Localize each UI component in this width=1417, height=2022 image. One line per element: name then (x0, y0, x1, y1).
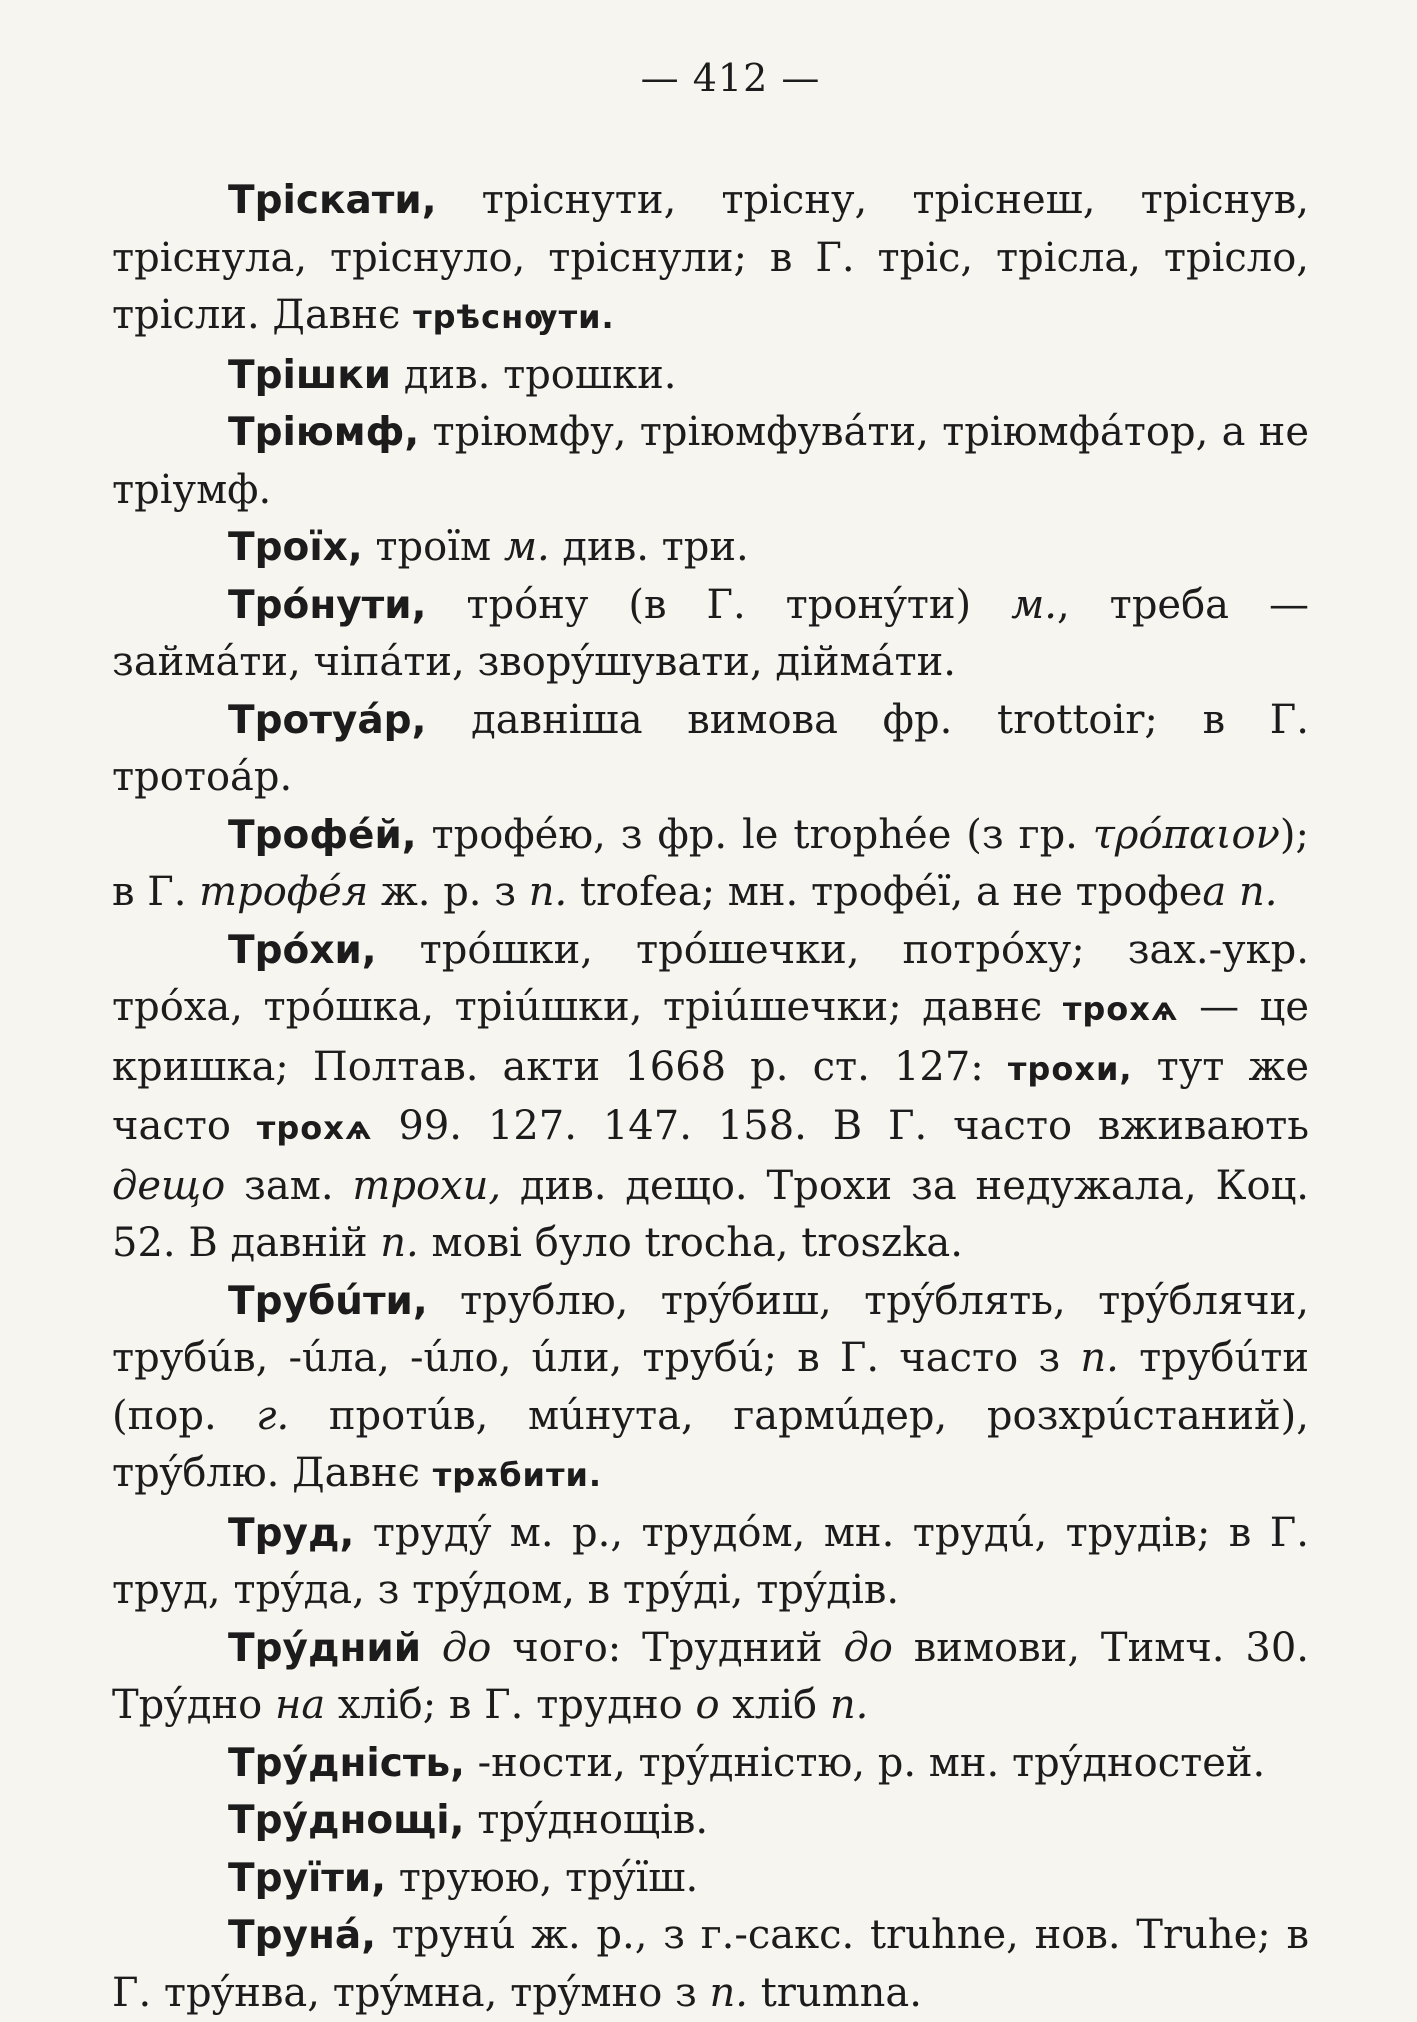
entry-headword: Трýдний (228, 1625, 422, 1671)
entry-text: ); в Г. (112, 811, 1309, 915)
italic-abbreviation: п. (1080, 1335, 1119, 1381)
dictionary-entry (112, 807, 1309, 922)
entry-text: давніша вимова фр. trottoir; в Г. тротоáр. (112, 696, 1309, 800)
entry-text: див. три. (549, 524, 749, 570)
italic-abbreviation: о (695, 1682, 720, 1728)
entry-text: протúв, мúнута, гармúдер, розхрúстаний), трýблю. Давнє (112, 1392, 1309, 1496)
dictionary-entry (112, 1850, 1309, 1908)
italic-abbreviation: до (843, 1624, 893, 1671)
entry-text: хліб (719, 1682, 830, 1728)
entry-headword: Трофéй, (228, 812, 417, 858)
entry-text: мові було trocha, troszka. (418, 1220, 963, 1266)
entry-headword: Тріюмф, (228, 410, 420, 455)
entry-text: див. трошки. (391, 351, 677, 398)
italic-abbreviation: трофéя (199, 869, 369, 915)
entry-headword: Тротуáр, (228, 697, 427, 743)
dictionary-entry (112, 1735, 1309, 1793)
entry-text: троїм (362, 524, 504, 570)
entry-text: трубúти (пор. (112, 1335, 1310, 1439)
italic-abbreviation: г. (256, 1392, 290, 1439)
entry-text: тріснути, трісну, тріснеш, тріснув, тріснула, тріснуло, тріснули; в Г. тріс, трісла, трісло, трісли. Давнє (112, 177, 1309, 338)
entry-text (421, 1625, 442, 1671)
italic-abbreviation: м. (503, 524, 550, 570)
entry-headword: Трýдність, (228, 1740, 465, 1786)
entry-text: — це кришка; Полтав. акти 1668 р. ст. 127: (112, 984, 1309, 1090)
entry-text: трудý м. р., трудóм, мн. трудú, трудів; в Г. труд, трýда, з трýдом, в трýді, трýдів. (112, 1509, 1309, 1613)
entry-text: трóну (в Г. тронýти) (426, 581, 1012, 628)
old-form: трохи, (1007, 1049, 1133, 1088)
entry-text: тріюмфу, тріюмфувáти, тріюмфáтор, а не тріумф. (112, 409, 1309, 513)
dictionary-entry (112, 1505, 1309, 1620)
entry-text: трофéю, з фр. le trophée (з гр. (416, 811, 1093, 858)
dictionary-entry (112, 1620, 1309, 1735)
dictionary-entry (112, 692, 1309, 807)
old-form: трѣснѹти. (413, 298, 615, 336)
page-number: — 412 — (640, 56, 821, 100)
entry-text: зам. (225, 1162, 353, 1209)
dictionary-entry (112, 577, 1309, 692)
italic-abbreviation: п. (709, 1969, 749, 2016)
entry-text: ж. р. з (368, 869, 529, 915)
entry-headword: Трóнути, (228, 582, 427, 628)
italic-abbreviation: на (274, 1682, 326, 1728)
entry-headword: Труїти, (228, 1855, 387, 1901)
entries-list (112, 172, 1309, 2022)
entry-headword: Трубúти, (228, 1278, 428, 1324)
italic-abbreviation: трохи, (352, 1162, 502, 1209)
entry-text: див. дещо. Трохи за недужала, Коц. 52. В давній (112, 1162, 1310, 1266)
entry-text: трýднощів. (464, 1797, 709, 1843)
italic-abbreviation: τρόπαιον (1092, 811, 1280, 858)
old-form: трохѧ (256, 1109, 373, 1147)
entry-text: вимови, Тимч. 30. Трýдно (112, 1624, 1309, 1728)
entry-headword: Тріскати, (228, 178, 437, 223)
entry-headword: Троїх, (228, 525, 363, 570)
dictionary-entry (112, 1273, 1309, 1505)
entry-text: трóшки, трóшечки, потрóху; зах.-укр. трóха, трóшка, тріúшки, тріúшечки; давнє (112, 926, 1309, 1030)
italic-abbreviation: п. (380, 1220, 419, 1266)
dictionary-entry (112, 519, 1309, 577)
entry-text: хліб; в Г. трудно (325, 1682, 696, 1728)
dictionary-entry (112, 347, 1309, 405)
italic-abbreviation: дещо (112, 1162, 226, 1209)
dictionary-entry (112, 404, 1309, 519)
dictionary-entry (112, 1792, 1309, 1850)
entry-text: трублю, трýбиш, трýблять, трýблячи, трубúв, -úла, -úло, úли, трубú; в Г. часто з (112, 1277, 1309, 1381)
old-form: трохѧ (1062, 990, 1179, 1028)
entry-headword: Труд, (228, 1510, 355, 1556)
entry-text: -ности, трýдністю, р. мн. трýдностей. (464, 1739, 1266, 1786)
entry-text: тут же часто (112, 1043, 1309, 1149)
italic-abbreviation: п. (528, 869, 568, 915)
dictionary-entry (112, 172, 1309, 347)
dictionary-entry (112, 922, 1309, 1273)
entry-headword: Трóхи, (228, 927, 377, 973)
dictionary-entry (112, 1907, 1309, 2022)
old-form: трѫбити. (432, 1456, 603, 1494)
entry-text: трунú ж. р., з г.-сакс. truhne, нов. Truhe; в Г. трýнва, трýмна, трýмно з (112, 1912, 1309, 2016)
entry-text: trumna. (748, 1969, 922, 2016)
entry-text: труюю, трýїш. (386, 1854, 699, 1901)
entry-text: чого: Трудний (491, 1624, 844, 1671)
italic-abbreviation: п. (829, 1682, 869, 1728)
italic-abbreviation: а п. (1202, 869, 1278, 915)
entry-text: trofea; мн. трофéї, а не трофе (567, 869, 1203, 915)
italic-abbreviation: м. (1011, 581, 1057, 628)
entry-headword: Трýднощі, (228, 1798, 465, 1843)
entry-headword: Трішки (228, 352, 392, 398)
entry-text: , треба — займáти, чіпáти, зворýшувати, діймáти. (112, 581, 1309, 685)
entry-text: 99. 127. 147. 158. В Г. часто вживають (372, 1103, 1309, 1149)
italic-abbreviation: до (441, 1624, 492, 1671)
entry-headword: Трунá, (228, 1913, 377, 1958)
